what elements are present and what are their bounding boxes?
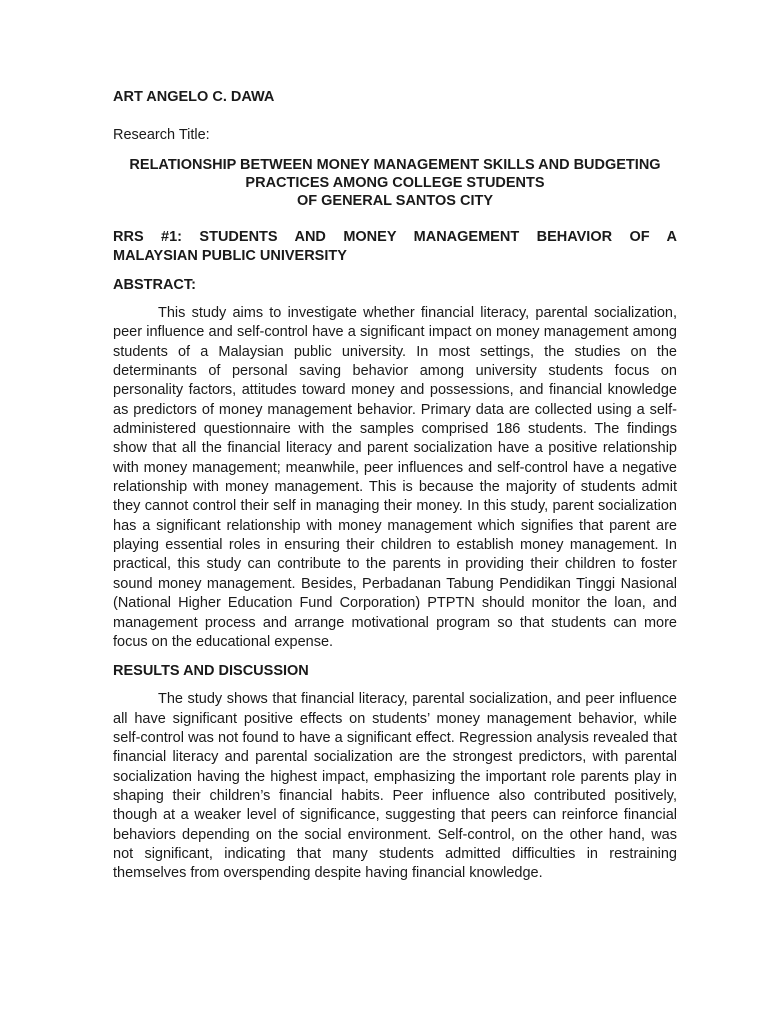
research-title [113,156,677,210]
research-title-line: PRACTICES AMONG COLLEGE STUDENTS [245,175,545,191]
abstract-paragraph: This study aims to investigate whether financial literacy, parental socialization, peer influence and self-control have a significant impact on money management among students of a Malaysian public university. In most settings, the studies on the determinants of personal saving behavior among university students focus on personality factors, attitudes toward money and possessions, and financial knowledge as predictors of money management behavior. Primary data are collected using a self-administered questionnaire with the samples comprised 186 students. The findings show that all the financial literacy and parent socialization have a positive relationship with money management; meanwhile, peer influences and self-control have a negative relationship with money management. This is because the majority of students admit they cannot control their self in managing their money. In this study, parent socialization has a significant relationship with money management which signifies that parent are playing essential roles in ensuring their children to establish money management. In practical, this study can contribute to the parents in providing their children to foster sound money management. Besides, Perbadanan Tabung Pendidikan Tinggi Nasional (National Higher Education Fund Corporation) PTPTN should monitor the loan, and management process and arrange motivational program so that students can more focus on the educational expense. [113,305,677,650]
document-page [113,88,677,894]
abstract-heading: ABSTRACT: [113,277,196,293]
results-heading: RESULTS AND DISCUSSION [113,663,309,680]
rrs-heading-line: RRS #1: STUDENTS AND MONEY MANAGEMENT BEHAVIOR OF A [113,229,677,245]
rrs-heading [113,228,677,266]
rrs-heading-line: MALAYSIAN PUBLIC UNIVERSITY [113,248,347,264]
research-title-line: OF GENERAL SANTOS CITY [296,193,494,209]
research-title-label: Research Title: [113,127,210,143]
author-name: ART ANGELO C. DAWA [113,89,275,105]
results-paragraph: The study shows that financial literacy, parental socialization, and peer influence all have significant positive effects on students’ money management behavior, while self-control was not found to have a significant effect. Regression analysis revealed that financial literacy and parental socialization are the strongest predictors, with parental socialization having the highest impact, emphasizing the important role parents play in shaping their children’s financial habits. Peer influence also contributed positively, though at a weaker level of significance, suggesting that peers can reinforce financial behaviors depending on the social environment. Self-control, on the other hand, was not significant, indicating that many students admitted difficulties in restraining themselves from overspending despite having financial knowledge. [113,691,677,882]
research-title-line: RELATIONSHIP BETWEEN MONEY MANAGEMENT SKILLS AND BUDGETING [129,157,661,173]
